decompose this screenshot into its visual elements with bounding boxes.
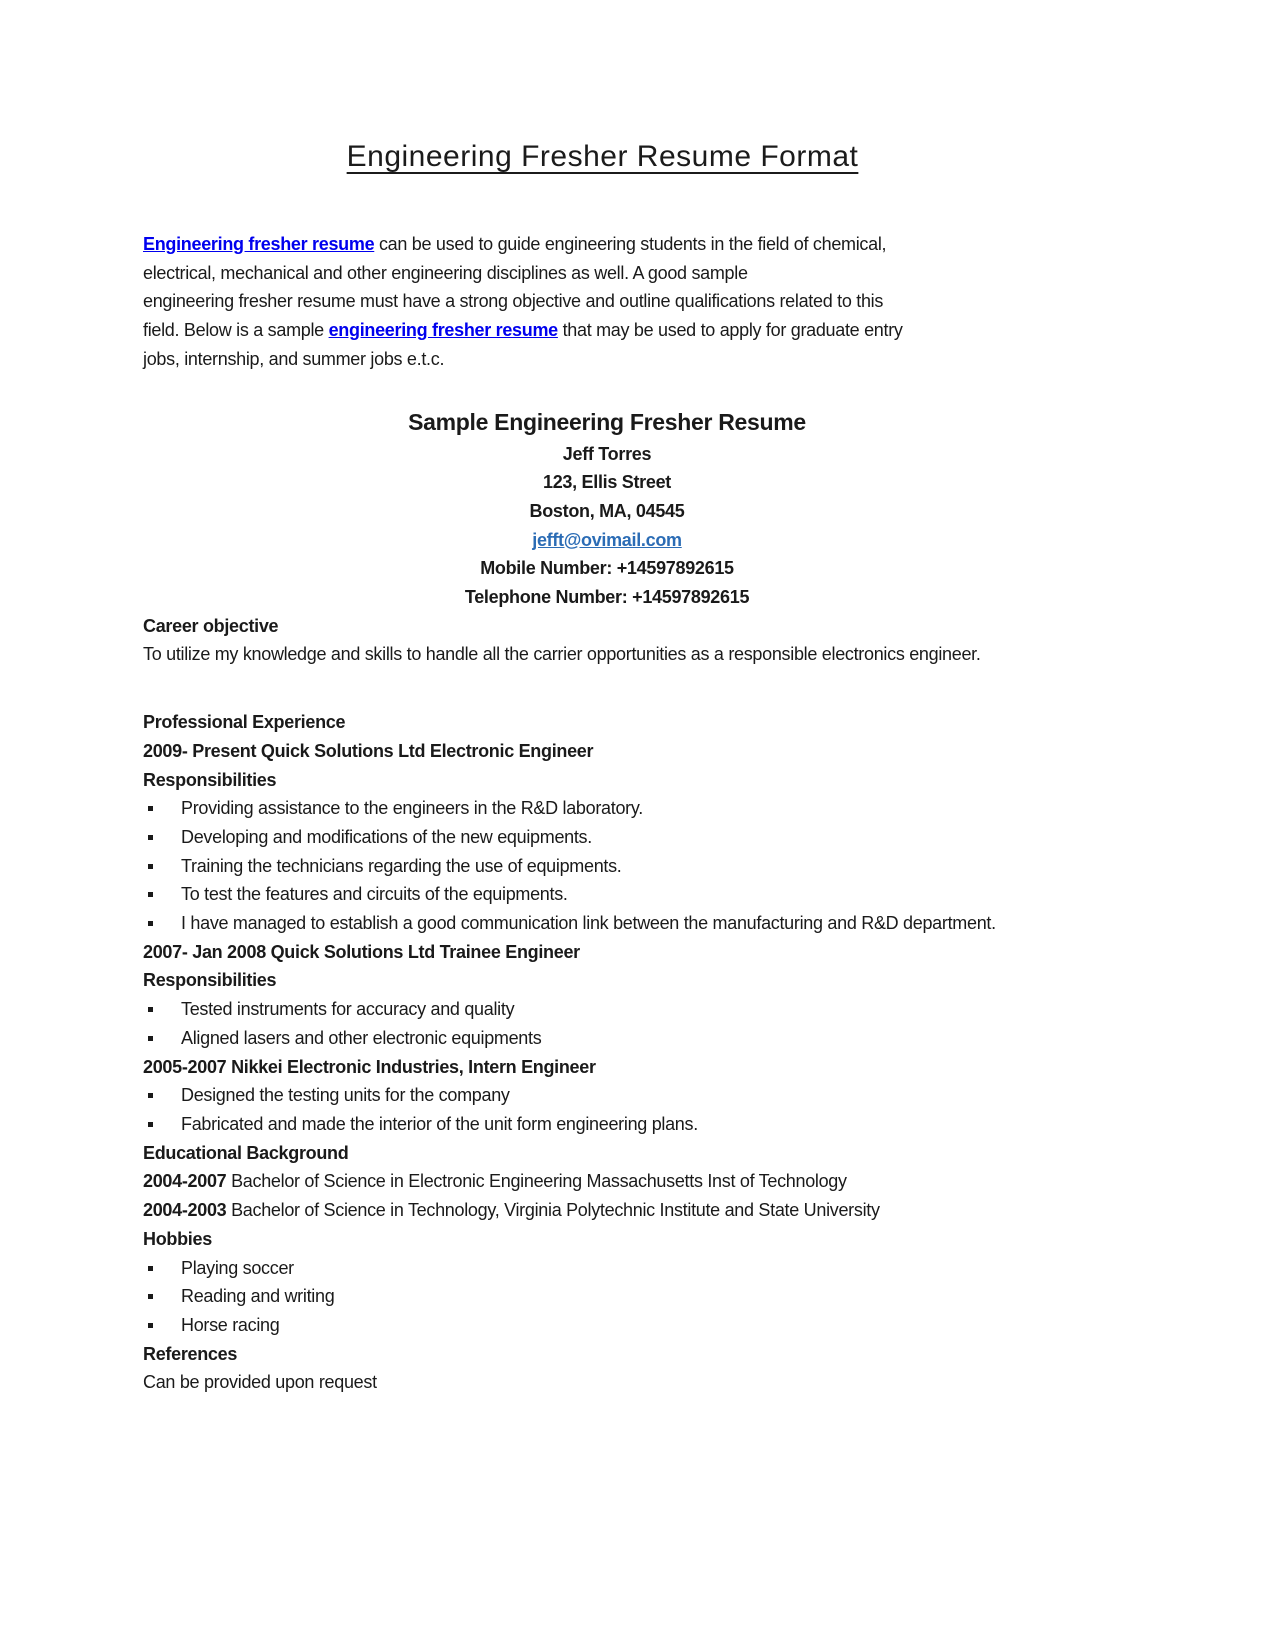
document-content [143, 230, 1071, 1397]
resume-contact-block [143, 440, 1071, 612]
experience-bullet: I have managed to establish a good communication link between the manufacturing and R&D department. [143, 909, 1071, 938]
engineering-fresher-resume-link-2[interactable]: engineering fresher resume [328, 320, 558, 341]
career-objective-text: To utilize my knowledge and skills to handle all the carrier opportunities as a responsible electronics engineer. [143, 644, 981, 665]
intro-text: jobs, internship, and summer jobs e.t.c. [143, 348, 445, 369]
career-objective-heading: Career objective [143, 615, 279, 636]
page-title-text: Engineering Fresher Resume Format [346, 140, 859, 173]
spacer [143, 669, 1071, 708]
candidate-email-link[interactable]: jefft@ovimail.com [532, 529, 682, 550]
experience-bullet: Providing assistance to the engineers in the R&D laboratory. [143, 794, 1071, 823]
intro-text: electrical, mechanical and other engineering disciplines as well. A good sample [143, 262, 748, 283]
responsibilities-list [143, 794, 1071, 938]
education-entry [143, 1167, 1071, 1196]
education-years: 2004-2003 [143, 1200, 227, 1221]
intro-line [143, 287, 1138, 316]
education-degree: Bachelor of Science in Technology, Virginia Polytechnic Institute and State University [226, 1200, 880, 1221]
intro-line [143, 316, 1138, 345]
professional-experience-heading: Professional Experience [143, 712, 346, 733]
educational-background-heading: Educational Background [143, 1142, 349, 1163]
responsibilities-list [143, 995, 1071, 1052]
experience-bullet: To test the features and circuits of the equipments. [143, 880, 1071, 909]
candidate-mobile: Mobile Number: +14597892615 [480, 558, 734, 579]
page-title [0, 0, 1205, 174]
experience-bullet: Fabricated and made the interior of the unit form engineering plans. [143, 1110, 1071, 1139]
hobbies-list [143, 1254, 1071, 1340]
intro-line [143, 259, 1138, 288]
candidate-city: Boston, MA, 04545 [529, 500, 685, 521]
experience-bullet: Training the technicians regarding the use of equipments. [143, 852, 1071, 881]
candidate-name: Jeff Torres [562, 443, 652, 464]
candidate-street: 123, Ellis Street [543, 472, 671, 493]
job-title: 2005-2007 Nikkei Electronic Industries, Intern Engineer [143, 1056, 596, 1077]
responsibilities-heading: Responsibilities [143, 769, 277, 790]
experience-bullet: Designed the testing units for the company [143, 1081, 1071, 1110]
candidate-telephone: Telephone Number: +14597892615 [464, 587, 750, 608]
education-entry [143, 1196, 1071, 1225]
experience-bullet: Tested instruments for accuracy and quality [143, 995, 1071, 1024]
hobby-bullet: Horse racing [143, 1311, 1071, 1340]
intro-text: field. Below is a sample [143, 320, 329, 341]
experience-bullet: Aligned lasers and other electronic equipments [143, 1024, 1071, 1053]
sample-resume-heading: Sample Engineering Fresher Resume [408, 408, 806, 435]
hobby-bullet: Reading and writing [143, 1282, 1071, 1311]
education-years: 2004-2007 [143, 1171, 227, 1192]
intro-paragraph [143, 230, 1138, 374]
references-text: Can be provided upon request [143, 1372, 377, 1393]
responsibilities-list [143, 1081, 1071, 1138]
job-title: 2009- Present Quick Solutions Ltd Electronic Engineer [143, 740, 594, 761]
candidate-email-line [143, 526, 1071, 555]
hobby-bullet: Playing soccer [143, 1254, 1071, 1283]
intro-line [143, 345, 1138, 374]
engineering-fresher-resume-link[interactable]: Engineering fresher resume [143, 234, 375, 254]
job-title: 2007- Jan 2008 Quick Solutions Ltd Trainee Engineer [143, 941, 580, 962]
experience-bullet: Developing and modifications of the new equipments. [143, 823, 1071, 852]
references-heading: References [143, 1343, 238, 1364]
intro-line [143, 230, 1138, 259]
intro-text: that may be used to apply for graduate entry [557, 320, 903, 341]
hobbies-heading: Hobbies [143, 1228, 212, 1249]
education-degree: Bachelor of Science in Electronic Engineering Massachusetts Inst of Technology [226, 1171, 847, 1192]
responsibilities-heading: Responsibilities [143, 970, 277, 991]
intro-text: engineering fresher resume must have a strong objective and outline qualifications related to this [143, 291, 884, 312]
intro-text: can be used to guide engineering students in the field of chemical, [374, 234, 887, 254]
